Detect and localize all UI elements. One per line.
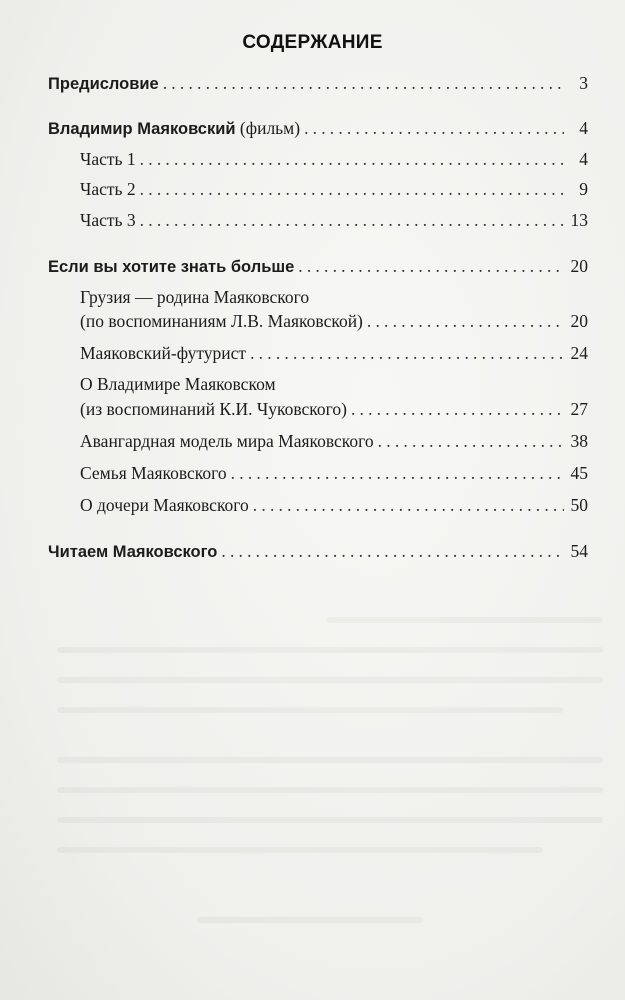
dot-leader [250,342,564,364]
toc-entry-text-plain: (фильм) [235,118,301,138]
toc-entry-text: О дочери Маяковского [80,495,249,515]
page-title: СОДЕРЖАНИЕ [242,32,383,53]
toc-entry-text: Часть 3 [80,210,136,230]
toc-page-number: 45 [570,463,588,483]
dot-leader [378,430,564,452]
toc-entry-more [48,255,588,278]
toc-entry-text-bold: Владимир Маяковский [48,120,236,138]
dot-leader [163,72,564,94]
toc-page-number: 20 [570,256,588,276]
dot-leader [221,540,564,562]
toc-entry-film [48,117,588,140]
toc-entry-chukovsky [80,398,588,420]
toc-page-number: 4 [579,118,588,138]
dot-leader [298,255,564,277]
toc-entry-reading [48,540,588,563]
dot-leader [231,462,564,484]
toc-page-number: 27 [570,399,588,419]
toc-page-number: 9 [579,179,588,199]
dot-leader [351,398,564,420]
toc-page-number: 13 [570,210,588,230]
toc-entry-futurist [80,342,588,364]
dot-leader [253,494,564,516]
toc-entry-part-2 [80,178,588,200]
toc-entry-text: Если вы хотите знать больше [48,258,295,276]
toc-entry-text: Семья Маяковского [80,463,227,483]
toc-entry-text: Часть 1 [80,149,136,169]
toc-entry-text: Читаем Маяковского [48,543,218,561]
dot-leader [140,209,564,231]
dot-leader [140,148,564,170]
toc-entry-daughter [80,494,588,516]
toc-entry-text: Предисловие [48,75,159,93]
toc-page-number: 50 [570,495,588,515]
dot-leader [140,178,564,200]
toc-entry-chukovsky-line1: О Владимире Маяковском [80,374,276,394]
toc-page-number: 4 [579,149,588,169]
toc-page-number: 38 [570,431,588,451]
toc-entry-text: (по воспоминаниям Л.В. Маяковской) [80,311,363,331]
toc-page-number: 54 [570,541,588,561]
toc-entry-text: Маяковский-футурист [80,343,247,363]
toc-entry-preface [48,72,588,95]
dot-leader [367,310,564,332]
toc-entry-georgia-line1: Грузия — родина Маяковского [80,287,310,307]
toc-entry-part-3 [80,209,588,231]
toc-page-number: 24 [570,343,588,363]
dot-leader [304,117,564,139]
toc-entry-family [80,462,588,484]
toc-entry-avantgarde [80,430,588,452]
toc-entry-text: Часть 2 [80,179,136,199]
toc-entry-georgia [80,310,588,332]
toc-entry-part-1 [80,148,588,170]
toc-entry-text: (из воспоминаний К.И. Чуковского) [80,399,347,419]
toc-page-number: 20 [570,311,588,331]
toc-entry-text: Авангардная модель мира Маяковского [80,431,374,451]
toc-page-number: 3 [579,73,588,93]
